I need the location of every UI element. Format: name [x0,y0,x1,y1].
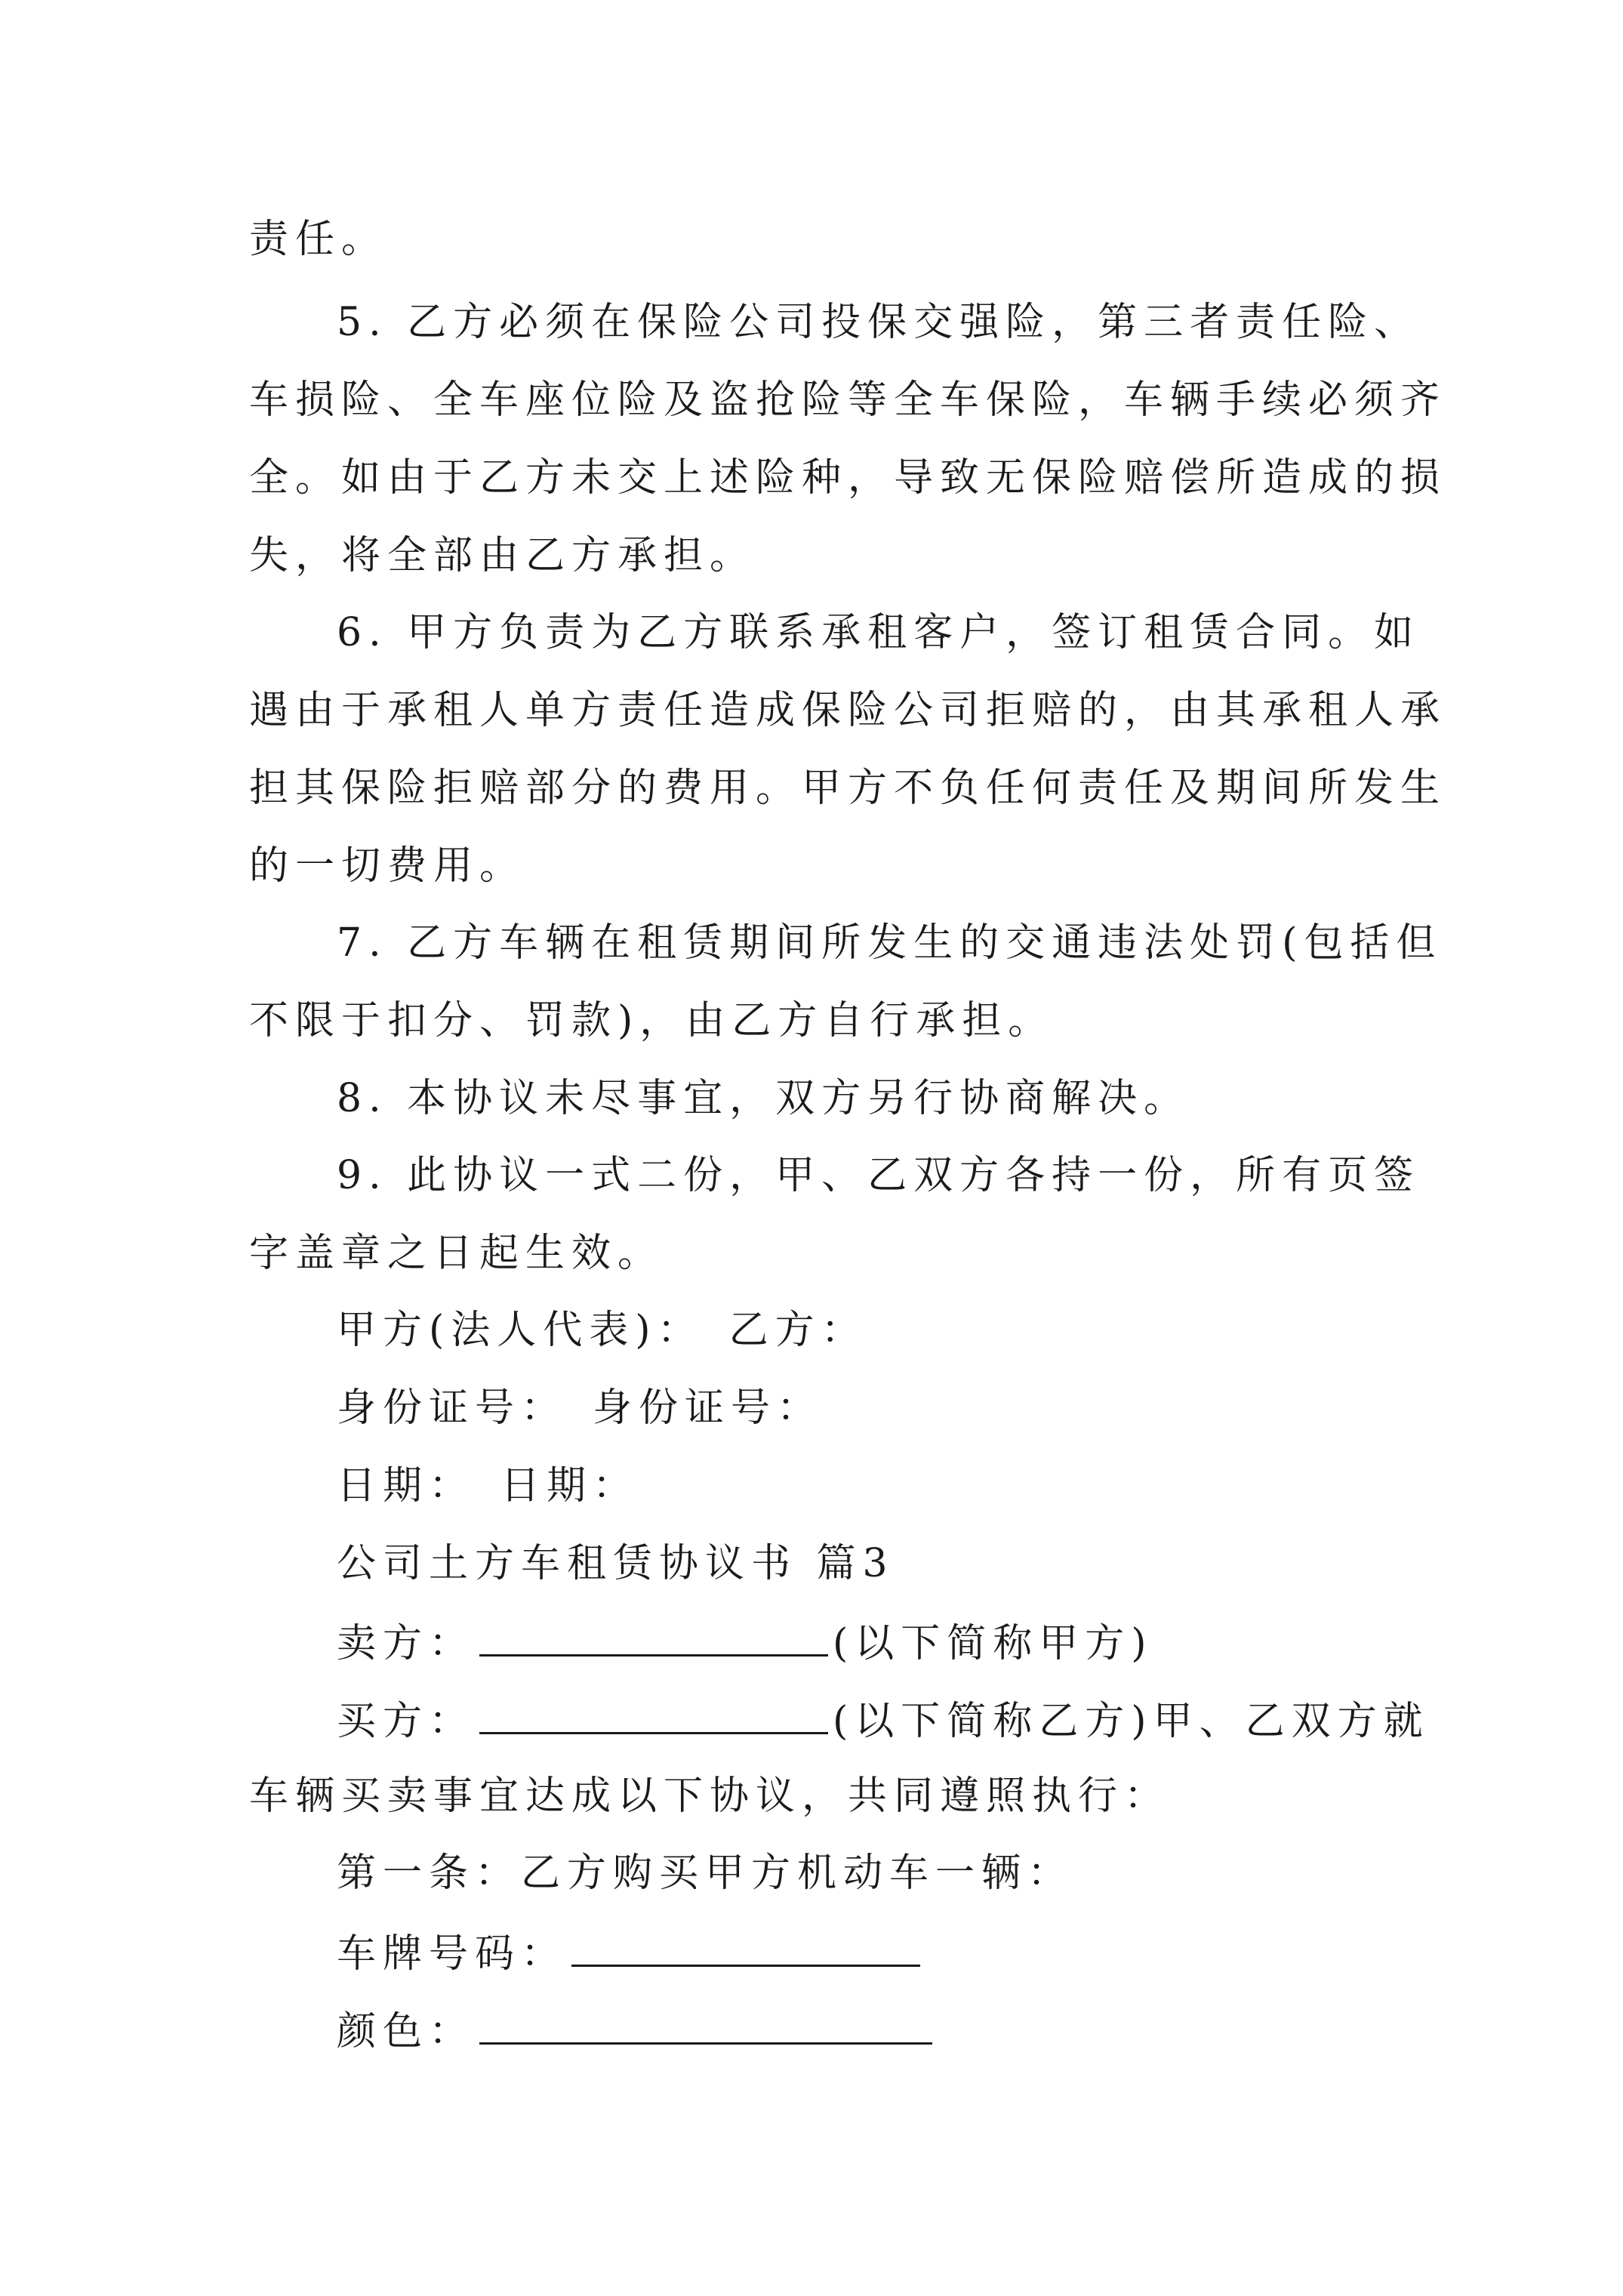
plate-blank [571,1928,920,1967]
signature-party-row [337,1308,867,1353]
clause-5-line-4: 失，将全部由乙方承担。 [249,533,756,578]
clause-6-line-4: 的一切费用。 [249,843,526,889]
buyer-label: 买方： [337,1699,476,1744]
clause-8-line-1: 8. 本协议未尽事宜，双方另行协商解决。 [337,1076,1190,1121]
section-heading: 公司土方车租赁协议书 篇3 [337,1541,895,1586]
clause-5-line-1: 5. 乙方必须在保险公司投保交强险，第三者责任险、 [337,300,1421,345]
clause-6-line-2: 遇由于承租人单方责任造成保险公司拒赔的，由其承租人承 [249,688,1447,733]
article-1: 第一条：乙方购买甲方机动车一辆： [337,1851,1074,1896]
color-label: 颜色： [337,2009,476,2054]
signature-id-row [337,1385,823,1431]
seller-blank [479,1618,828,1657]
id-a-label: 身份证号： [337,1385,568,1431]
party-b-label: 乙方： [728,1308,867,1353]
buyer-blank [479,1696,828,1734]
party-a-label: 甲方(法人代表)： [337,1308,704,1353]
plate-label: 车牌号码： [337,1931,568,1977]
clause-9-line-2: 字盖章之日起生效。 [249,1231,664,1276]
buyer-row [337,1696,1430,1744]
signature-date-row [337,1463,639,1509]
clause-7-line-1: 7. 乙方车辆在租赁期间所发生的交通违法处罚(包括但 [337,920,1443,966]
clause-5-line-3: 全。如由于乙方未交上述险种，导致无保险赔偿所造成的损 [249,455,1447,501]
clause-6-line-3: 担其保险拒赔部分的费用。甲方不负任何责任及期间所发生 [249,766,1447,811]
clause-6-line-1: 6. 甲方负责为乙方联系承租客户，签订租赁合同。如 [337,610,1421,655]
paragraph-tail: 责任。 [249,217,388,262]
plate-row [337,1928,925,1977]
id-b-label: 身份证号： [593,1385,824,1431]
intro-continuation: 车辆买卖事宜达成以下协议，共同遵照执行： [249,1774,1171,1819]
seller-row [337,1618,1153,1666]
clause-7-line-2: 不限于扣分、罚款)，由乙方自行承担。 [249,998,1055,1043]
seller-suffix: (以下简称甲方) [833,1621,1153,1666]
clause-5-line-2: 车损险、全车座位险及盗抢险等全车保险，车辆手续必须齐 [249,378,1447,423]
date-b-label: 日期： [500,1463,639,1509]
clause-9-line-1: 9. 此协议一式二份，甲、乙双方各持一份，所有页签 [337,1153,1421,1198]
seller-label: 卖方： [337,1621,476,1666]
color-row [337,2006,937,2054]
color-blank [479,2006,932,2045]
date-a-label: 日期： [337,1463,476,1509]
buyer-suffix: (以下简称乙方)甲、乙双方就 [833,1699,1430,1744]
